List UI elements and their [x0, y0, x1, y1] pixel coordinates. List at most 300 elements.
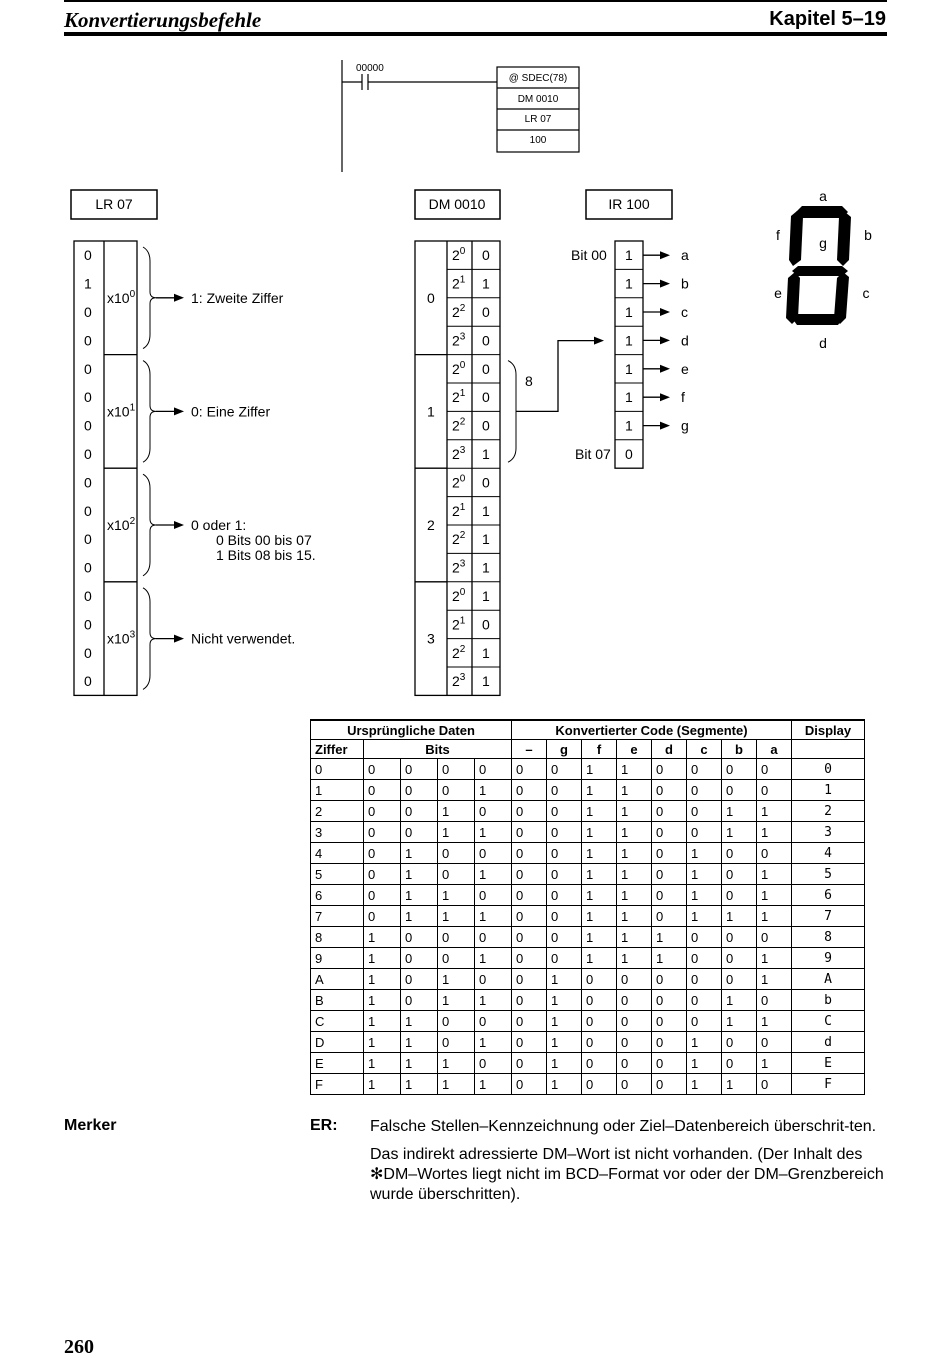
ir-bit: 1 — [625, 360, 633, 377]
segment-cell: 0 — [582, 1074, 617, 1095]
bit-cell: 1 — [438, 906, 475, 927]
bit-cell: 1 — [438, 1053, 475, 1074]
segment-cell: 0 — [582, 1053, 617, 1074]
dm-label: DM 0010 — [428, 196, 486, 212]
lr-multiplier: $x10^1$ — [107, 402, 136, 420]
segment-cell: 1 — [547, 1032, 582, 1053]
segment-cell: 1 — [617, 885, 652, 906]
dm-bit: 1 — [482, 559, 490, 576]
segment-cell: 0 — [687, 990, 722, 1011]
dm-bit: 1 — [482, 531, 490, 548]
segment-cell: 0 — [757, 843, 792, 864]
bit-cell: 0 — [401, 990, 438, 1011]
segment-cell: 1 — [582, 801, 617, 822]
segment-cell: 0 — [512, 1011, 547, 1032]
segment-cell: 0 — [757, 1032, 792, 1053]
lr-description: 0 Bits 00 bis 07 — [216, 532, 312, 548]
bit-cell: 0 — [438, 1032, 475, 1053]
segment-cell: 1 — [547, 969, 582, 990]
display-cell: 0 — [792, 759, 865, 780]
segment-cell: 0 — [757, 1074, 792, 1095]
display-cell: 8 — [792, 927, 865, 948]
segment-cell: 1 — [547, 1011, 582, 1032]
lr-arrow-head — [174, 635, 184, 643]
header-digit: Ziffer — [311, 740, 364, 759]
dm-power: $2^2$ — [452, 303, 466, 320]
bit-cell: 1 — [401, 1053, 438, 1074]
display-cell: d — [792, 1032, 865, 1053]
ir-segment-label: c — [681, 304, 688, 320]
segment-cell: 0 — [652, 801, 687, 822]
bit-cell: 0 — [438, 948, 475, 969]
ir-segment-label: d — [681, 332, 689, 349]
lr-register — [74, 241, 316, 695]
er-paragraph-1: Falsche Stellen–Kennzeichnung oder Ziel–Datenbereich überschrit-ten. — [370, 1118, 877, 1135]
bit-cell: 0 — [438, 780, 475, 801]
section-title: Konvertierungsbefehle — [64, 8, 262, 32]
segment-cell: 0 — [512, 822, 547, 843]
dm-power: $2^2$ — [452, 416, 466, 434]
segment-letter-d: d — [819, 335, 827, 351]
dm-bit: 0 — [482, 616, 490, 633]
segment-cell: 1 — [582, 885, 617, 906]
segment-cell: 0 — [617, 1011, 652, 1032]
ir-arrow-head — [660, 336, 670, 344]
er-flag-description — [370, 1117, 885, 1213]
segment-cell: 0 — [652, 864, 687, 885]
bit-cell: 0 — [475, 927, 512, 948]
ir-arrow-head — [660, 393, 670, 401]
lr-arrow-head — [174, 407, 184, 415]
bit-cell: 1 — [401, 1011, 438, 1032]
display-cell: F — [792, 1074, 865, 1095]
bit-cell: 1 — [364, 1032, 401, 1053]
segment-cell: 1 — [617, 822, 652, 843]
segment-cell: 0 — [617, 969, 652, 990]
bit-cell: 0 — [364, 864, 401, 885]
display-cell: b — [792, 990, 865, 1011]
header-seg-a: a — [757, 740, 792, 759]
flags-label: Merker — [64, 1117, 117, 1134]
ir-bit: 1 — [625, 389, 633, 406]
ir-segment-label: g — [681, 417, 689, 434]
segment-cell: 0 — [652, 990, 687, 1011]
segment-cell: 1 — [687, 906, 722, 927]
bit-cell: 1 — [475, 990, 512, 1011]
ir-arrow-head — [660, 280, 670, 288]
segment-cell: 0 — [687, 927, 722, 948]
dm-power: $2^1$ — [452, 388, 466, 406]
header-seg-dash: – — [512, 740, 547, 759]
bit-cell: 1 — [475, 1074, 512, 1095]
dm-power: $2^2$ — [452, 643, 466, 661]
contact-label: 00000 — [356, 63, 384, 74]
bit-cell: 0 — [364, 759, 401, 780]
table-row — [311, 990, 865, 1011]
lr-arrow-head — [174, 294, 184, 302]
segment-cell: 0 — [582, 1011, 617, 1032]
bit-cell: 1 — [438, 885, 475, 906]
segment-cell: 0 — [722, 927, 757, 948]
segment-cell: 0 — [512, 780, 547, 801]
bit-cell: 1 — [364, 948, 401, 969]
bit-cell: 1 — [401, 1032, 438, 1053]
segment-letter-f: f — [776, 227, 780, 243]
dm-bit: 1 — [482, 502, 490, 519]
segment-cell: 1 — [582, 948, 617, 969]
segment-cell: 1 — [582, 822, 617, 843]
segment-cell: 0 — [512, 864, 547, 885]
conversion-table — [310, 719, 865, 1095]
display-cell: 5 — [792, 864, 865, 885]
bit-cell: 0 — [401, 948, 438, 969]
dm-connector-arrowhead — [594, 337, 604, 345]
segment-cell: 0 — [512, 948, 547, 969]
segment-cell: 0 — [547, 948, 582, 969]
lr-label: LR 07 — [95, 196, 133, 212]
lr-bit: 0 — [84, 304, 92, 320]
lr-bit: 0 — [84, 446, 92, 462]
ir-bit: 1 — [625, 275, 633, 292]
er-flag-label: ER: — [310, 1117, 338, 1134]
bit-cell: 0 — [475, 1053, 512, 1074]
segment-cell: 0 — [652, 1032, 687, 1053]
ir-bit: 1 — [625, 304, 633, 320]
segment-cell: 1 — [722, 1011, 757, 1032]
segment-cell: 0 — [617, 1032, 652, 1053]
header-seg-g: g — [547, 740, 582, 759]
ir-bit: 1 — [625, 417, 633, 434]
digit-cell: E — [311, 1053, 364, 1074]
segment-cell: 0 — [582, 1032, 617, 1053]
segment-cell: 1 — [687, 843, 722, 864]
dm-digit: 2 — [427, 517, 435, 533]
segment-cell: 0 — [652, 1053, 687, 1074]
table-row — [311, 927, 865, 948]
lr-bit: 0 — [84, 673, 92, 690]
bit-cell: 0 — [401, 969, 438, 990]
display-cell: 1 — [792, 780, 865, 801]
segment-cell: 1 — [757, 864, 792, 885]
segment-cell: 0 — [547, 864, 582, 885]
lr-brace — [143, 588, 156, 690]
bit-cell: 0 — [475, 885, 512, 906]
display-cell: 4 — [792, 843, 865, 864]
segment-cell: 0 — [512, 801, 547, 822]
table-row — [311, 1074, 865, 1095]
segment-cell: 0 — [512, 969, 547, 990]
segment-cell: 0 — [512, 885, 547, 906]
bit-cell: 1 — [401, 885, 438, 906]
bit-cell: 0 — [438, 927, 475, 948]
digit-cell: 8 — [311, 927, 364, 948]
dm-power: $2^0$ — [452, 359, 466, 377]
dm-value: 8 — [525, 373, 533, 389]
digit-cell: F — [311, 1074, 364, 1095]
bit-cell: 1 — [475, 822, 512, 843]
bit-cell: 1 — [401, 906, 438, 927]
segment-cell: 0 — [687, 1011, 722, 1032]
bit-cell: 1 — [475, 780, 512, 801]
segment-cell: 1 — [582, 780, 617, 801]
segment-cell: 1 — [757, 885, 792, 906]
dm-bit: 0 — [482, 417, 490, 434]
segment-cell: 1 — [582, 906, 617, 927]
lr-bit: 0 — [84, 360, 92, 377]
header-bits: Bits — [364, 740, 512, 759]
lr-description: 1: Zweite Ziffer — [191, 289, 284, 306]
bit-cell: 1 — [475, 1032, 512, 1053]
segment-cell: 0 — [722, 864, 757, 885]
segment-cell: 1 — [617, 759, 652, 780]
lr-multiplier: $x10^0$ — [107, 288, 136, 306]
dm-register — [415, 241, 604, 695]
segment-cell: 0 — [547, 885, 582, 906]
header-seg-d: d — [652, 740, 687, 759]
segment-cell: 0 — [722, 780, 757, 801]
lr-multiplier: $x10^2$ — [107, 516, 136, 533]
segment-cell: 1 — [547, 1074, 582, 1095]
bit-cell: 0 — [364, 843, 401, 864]
segment-cell: 1 — [687, 1032, 722, 1053]
segment-cell: 0 — [757, 780, 792, 801]
dm-bit: 0 — [482, 332, 490, 349]
lr-bit: 0 — [84, 389, 92, 406]
segment-cell: 0 — [722, 948, 757, 969]
segment-cell: 1 — [617, 906, 652, 927]
instruction-label: @ SDEC(78) — [508, 73, 568, 84]
digit-cell: 1 — [311, 780, 364, 801]
lr-brace — [143, 361, 156, 463]
lr-description: 1 Bits 08 bis 15. — [216, 547, 316, 563]
table-row — [311, 801, 865, 822]
segment-cell: 1 — [617, 948, 652, 969]
display-cell: C — [792, 1011, 865, 1032]
bit-cell: 0 — [475, 801, 512, 822]
dm-bit: 0 — [482, 247, 490, 264]
dm-power: $2^1$ — [452, 501, 466, 519]
bit-cell: 0 — [475, 969, 512, 990]
lr-description: 0: Eine Ziffer — [191, 403, 271, 420]
bit-cell: 1 — [438, 1074, 475, 1095]
table-row — [311, 885, 865, 906]
bit-cell: 0 — [401, 780, 438, 801]
dm-power: $2^3$ — [452, 672, 466, 690]
segment-cell: 0 — [512, 1053, 547, 1074]
header-seg-e: e — [617, 740, 652, 759]
dm-bit: 1 — [482, 673, 490, 690]
ir-bit: 0 — [625, 446, 633, 462]
bit-cell: 0 — [364, 822, 401, 843]
segment-letter-b: b — [864, 227, 872, 243]
lr-brace — [143, 474, 156, 576]
segment-cell: 0 — [757, 927, 792, 948]
segment-cell: 1 — [617, 843, 652, 864]
lr-bit: 0 — [84, 559, 92, 576]
bit-cell: 1 — [401, 864, 438, 885]
segment-cell: 1 — [687, 1074, 722, 1095]
segment-letter-g: g — [819, 235, 827, 251]
bit-cell: 0 — [401, 801, 438, 822]
bit-cell: 1 — [475, 948, 512, 969]
dm-bit: 1 — [482, 275, 490, 292]
segment-cell: 0 — [722, 885, 757, 906]
segment-cell: 0 — [617, 990, 652, 1011]
segment-cell: 1 — [582, 864, 617, 885]
lr-multiplier: $x10^3$ — [107, 629, 136, 647]
segment-cell: 1 — [722, 906, 757, 927]
segment-cell: 0 — [722, 1032, 757, 1053]
bit-cell: 0 — [401, 822, 438, 843]
segment-cell: 0 — [547, 906, 582, 927]
bit-cell: 1 — [438, 969, 475, 990]
bit-cell: 1 — [364, 969, 401, 990]
dm-bit: 0 — [482, 304, 490, 320]
segment-cell: 1 — [652, 927, 687, 948]
dm-power: $2^0$ — [452, 587, 466, 604]
display-cell: 7 — [792, 906, 865, 927]
dm-digit: 0 — [427, 289, 435, 306]
ir-label: IR 100 — [608, 196, 650, 212]
segment-cell: 0 — [547, 843, 582, 864]
ir-register — [571, 241, 689, 468]
operand-control: LR 07 — [524, 114, 552, 125]
segment-cell: 0 — [512, 1074, 547, 1095]
bit-cell: 0 — [364, 885, 401, 906]
dm-power: $2^1$ — [452, 274, 466, 292]
segment-cell: 1 — [757, 906, 792, 927]
display-cell: 6 — [792, 885, 865, 906]
lr-bit: 0 — [84, 332, 92, 349]
chapter-label: Kapitel 5–19 — [769, 8, 886, 30]
bit-cell: 0 — [364, 780, 401, 801]
bit-cell: 1 — [401, 843, 438, 864]
lr-description: 0 oder 1: — [191, 517, 247, 533]
ir-segment-label: b — [681, 275, 689, 292]
segment-cell: 0 — [547, 822, 582, 843]
segment-cell: 1 — [757, 948, 792, 969]
bit-cell: 0 — [475, 759, 512, 780]
bit-cell: 0 — [438, 759, 475, 780]
bit-cell: 1 — [438, 822, 475, 843]
dm-power: $2^0$ — [452, 473, 466, 491]
display-cell: A — [792, 969, 865, 990]
ir-bit: 1 — [625, 247, 633, 264]
er-paragraph-2: Das indirekt adressierte DM–Wort ist nicht vorhanden. (Der Inhalt des ✻DM–Wortes liegt nicht im BCD–Format vor oder der DM–Grenzbereich wurde überschritten). — [370, 1146, 884, 1203]
dm-power: $2^0$ — [452, 246, 466, 264]
ir-arrow-head — [660, 422, 670, 430]
segment-cell: 0 — [687, 780, 722, 801]
dm-bit: 0 — [482, 389, 490, 406]
table-row — [311, 822, 865, 843]
digit-cell: A — [311, 969, 364, 990]
lr-bit: 0 — [84, 247, 92, 264]
segment-cell: 0 — [617, 1074, 652, 1095]
lr-bit: 0 — [84, 531, 92, 548]
segment-cell: 1 — [617, 864, 652, 885]
segment-cell: 1 — [687, 864, 722, 885]
operand-source: DM 0010 — [517, 94, 559, 105]
display-cell: 9 — [792, 948, 865, 969]
lr-arrow-head — [174, 521, 184, 529]
header-display: Display — [792, 720, 865, 740]
table-row — [311, 906, 865, 927]
segment-cell: 0 — [687, 801, 722, 822]
dm-bit: 0 — [482, 360, 490, 377]
bit-cell: 1 — [401, 1074, 438, 1095]
bit-cell: 1 — [364, 1074, 401, 1095]
segment-cell: 1 — [722, 822, 757, 843]
seven-segment-display — [774, 188, 872, 351]
digit-cell: 7 — [311, 906, 364, 927]
ir-segment-label: a — [681, 247, 689, 264]
bit-cell: 1 — [364, 927, 401, 948]
dm-brace — [508, 361, 516, 463]
lr-bit: 0 — [84, 644, 92, 661]
segment-cell: 1 — [722, 801, 757, 822]
dm-bit: 1 — [482, 644, 490, 661]
bit-cell: 1 — [475, 906, 512, 927]
segment-cell: 0 — [722, 843, 757, 864]
segment-cell: 0 — [547, 801, 582, 822]
bit-cell: 0 — [438, 1011, 475, 1032]
segment-cell: 0 — [547, 759, 582, 780]
table-row — [311, 948, 865, 969]
bit-cell: 1 — [364, 1053, 401, 1074]
segment-letter-e: e — [774, 285, 782, 301]
bit-cell: 1 — [438, 990, 475, 1011]
dm-bit: 0 — [482, 474, 490, 491]
segment-cell: 1 — [617, 780, 652, 801]
segment-cell: 1 — [757, 969, 792, 990]
bit-cell: 0 — [401, 927, 438, 948]
segment-cell: 1 — [652, 948, 687, 969]
digit-cell: 4 — [311, 843, 364, 864]
header-converted-code: Konvertierter Code (Segmente) — [512, 720, 792, 740]
ir-bit: 1 — [625, 332, 633, 349]
segment-letter-c: c — [862, 285, 870, 301]
ir-bit07-label: Bit 07 — [575, 446, 611, 462]
ir-segment-label: e — [681, 360, 689, 377]
dm-digit: 1 — [427, 403, 435, 420]
header-seg-f: f — [582, 740, 617, 759]
header-original-data: Ursprüngliche Daten — [311, 720, 512, 740]
dm-digit: 3 — [427, 630, 435, 647]
dm-power: $2^1$ — [452, 615, 466, 633]
bit-cell: 0 — [401, 759, 438, 780]
bit-cell: 1 — [364, 990, 401, 1011]
segment-cell: 0 — [512, 843, 547, 864]
segment-cell: 0 — [582, 990, 617, 1011]
segment-cell: 0 — [687, 969, 722, 990]
digit-cell: 6 — [311, 885, 364, 906]
segment-cell: 1 — [757, 1053, 792, 1074]
ir-arrow-head — [660, 308, 670, 316]
table-row — [311, 969, 865, 990]
display-cell: 2 — [792, 801, 865, 822]
segment-cell: 1 — [582, 843, 617, 864]
display-cell: E — [792, 1053, 865, 1074]
lr-bit: 0 — [84, 417, 92, 434]
segment-cell: 0 — [722, 1053, 757, 1074]
segment-cell: 0 — [582, 969, 617, 990]
segment-cell: 0 — [722, 759, 757, 780]
dm-power: $2^3$ — [452, 445, 466, 462]
header-seg-b: b — [722, 740, 757, 759]
segment-cell: 0 — [757, 990, 792, 1011]
dm-power: $2^3$ — [452, 558, 466, 576]
segment-cell: 1 — [582, 759, 617, 780]
